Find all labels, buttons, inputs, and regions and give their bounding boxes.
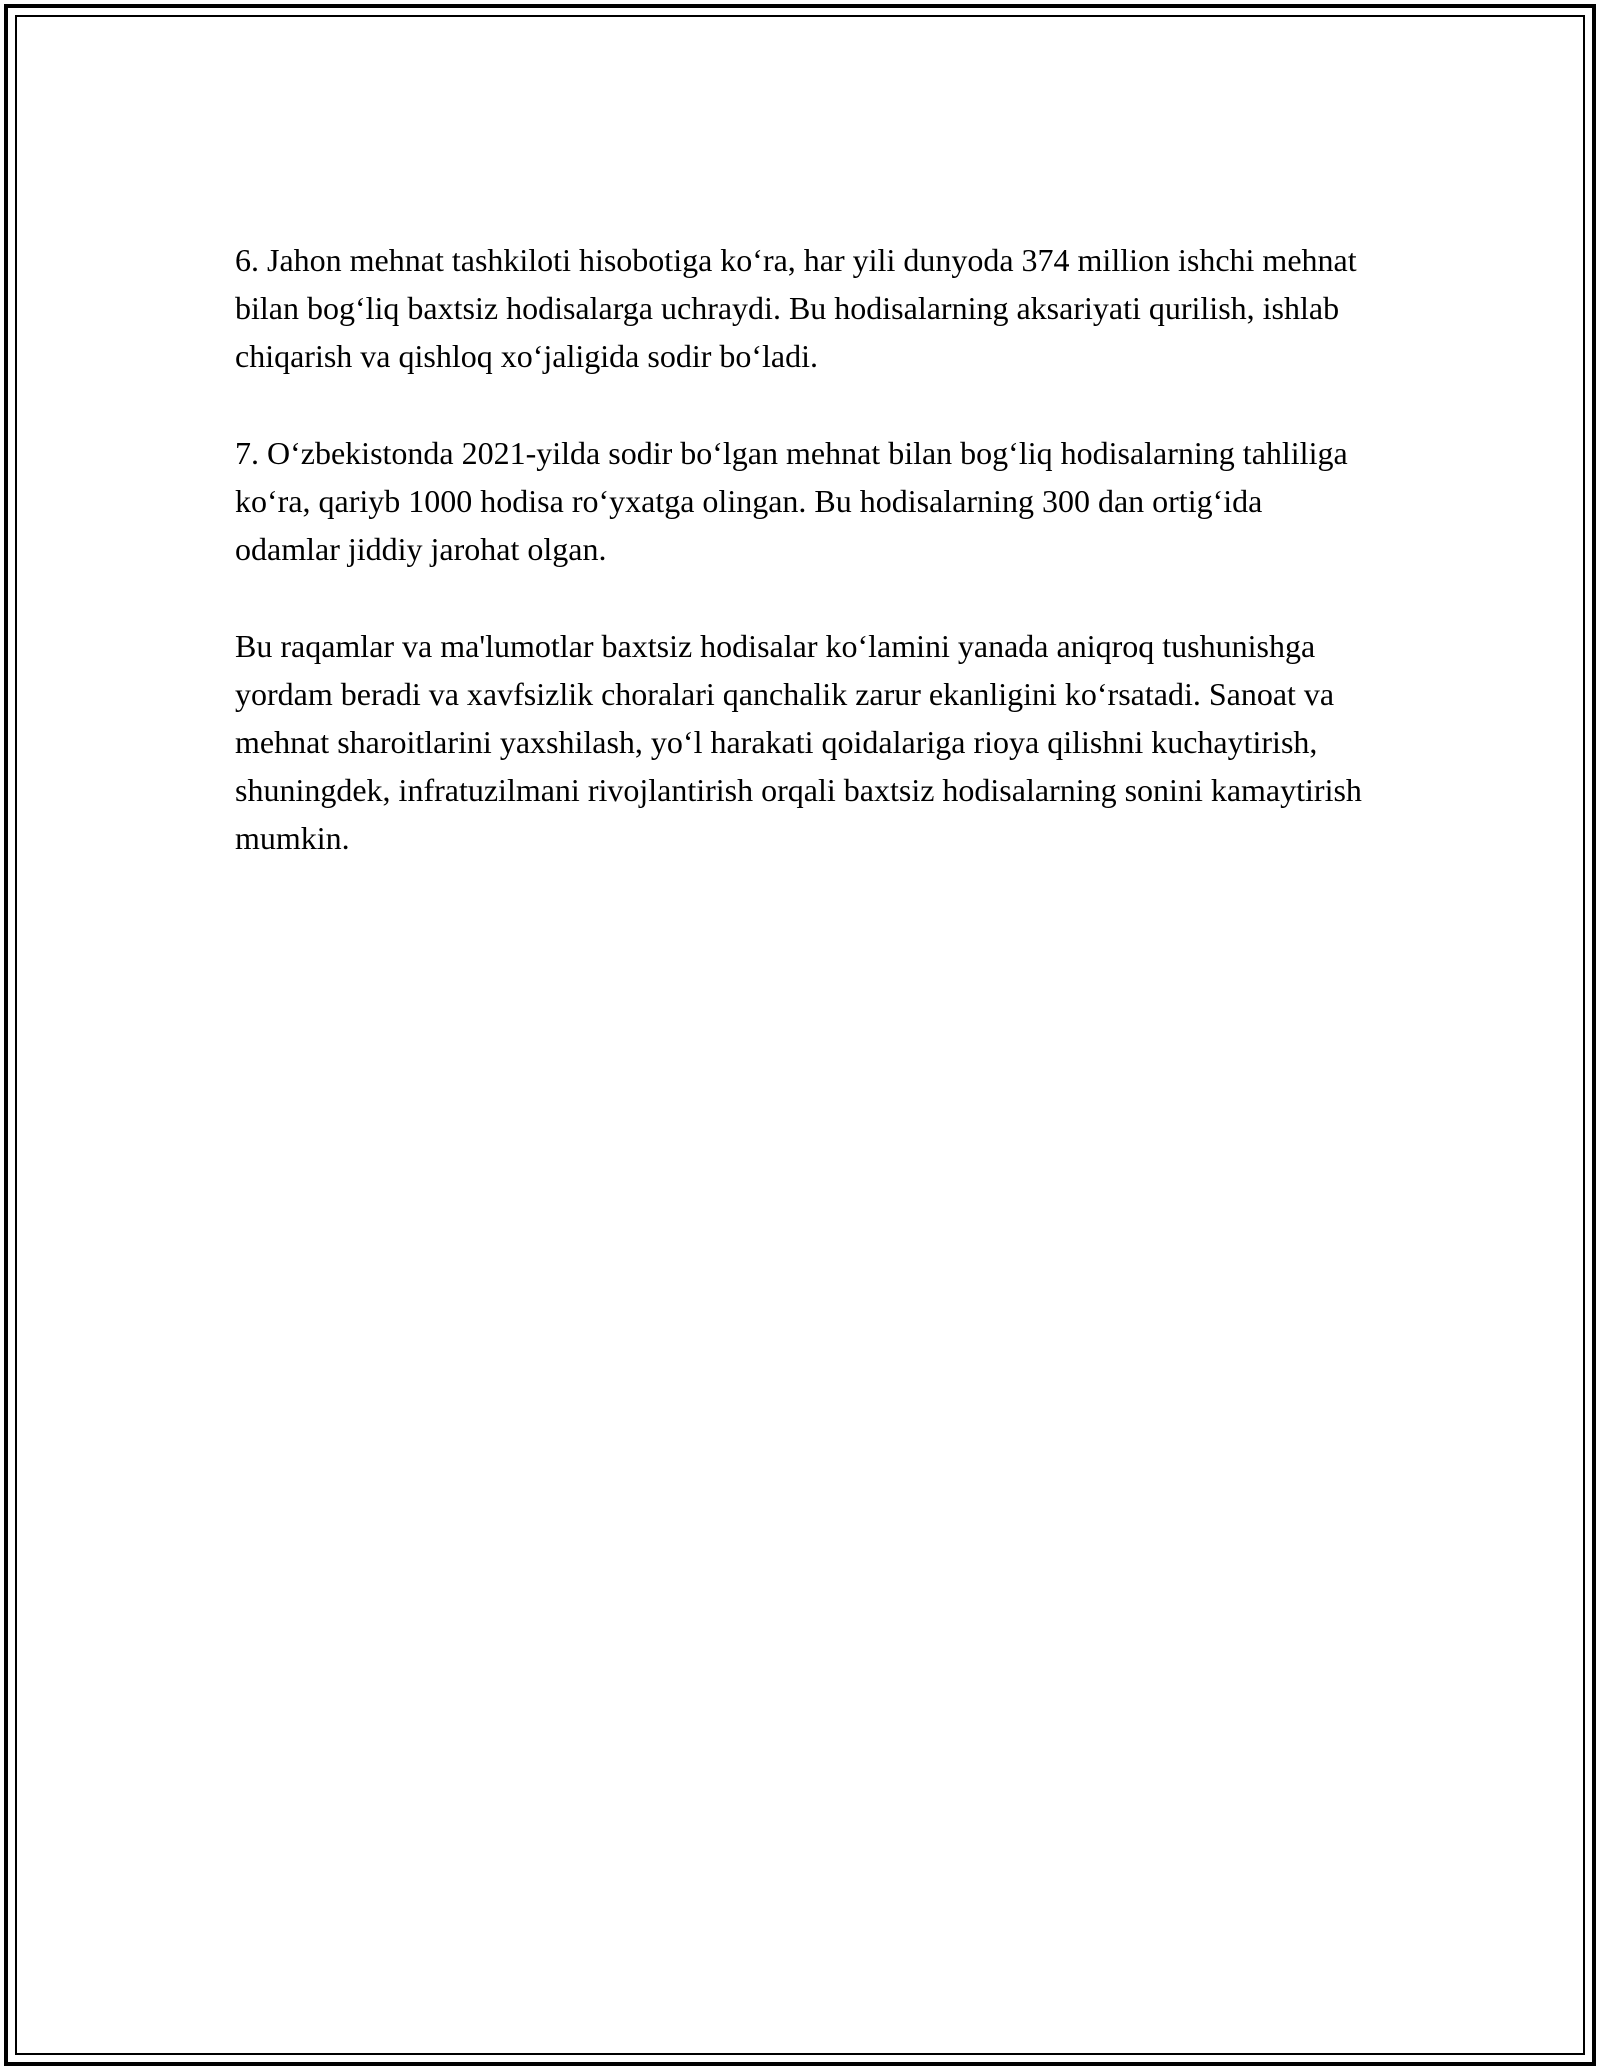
paragraph-item-6: 6. Jahon mehnat tashkiloti hisobotiga ko‘ra, har yili dunyoda 374 million ishchi mehnat bilan bog‘liq baxtsiz hodisalarga uchraydi. Bu hodisalarning aksariyati qurilish, ishlab chiqarish va qishloq xo‘jaligida sodir bo‘ladi. (235, 242, 1357, 374)
document-body (235, 236, 1375, 911)
paragraph-conclusion: Bu raqamlar va ma'lumotlar baxtsiz hodisalar ko‘lamini yanada aniqroq tushunishga yordam beradi va xavfsizlik choralari qanchalik zarur ekanligini ko‘rsatadi. Sanoat va mehnat sharoitlarini yaxshilash, yo‘l harakati qoidalariga rioya qilishni kuchaytirish, shuningdek, infratuzilmani rivojlantirish orqali baxtsiz hodisalarning sonini kamaytirish mumkin. (235, 628, 1362, 856)
paragraph-item-7: 7. O‘zbekistonda 2021-yilda sodir bo‘lgan mehnat bilan bog‘liq hodisalarning tahliliga ko‘ra, qariyb 1000 hodisa ro‘yxatga olingan. Bu hodisalarning 300 dan ortig‘ida odamlar jiddiy jarohat olgan. (235, 435, 1348, 567)
